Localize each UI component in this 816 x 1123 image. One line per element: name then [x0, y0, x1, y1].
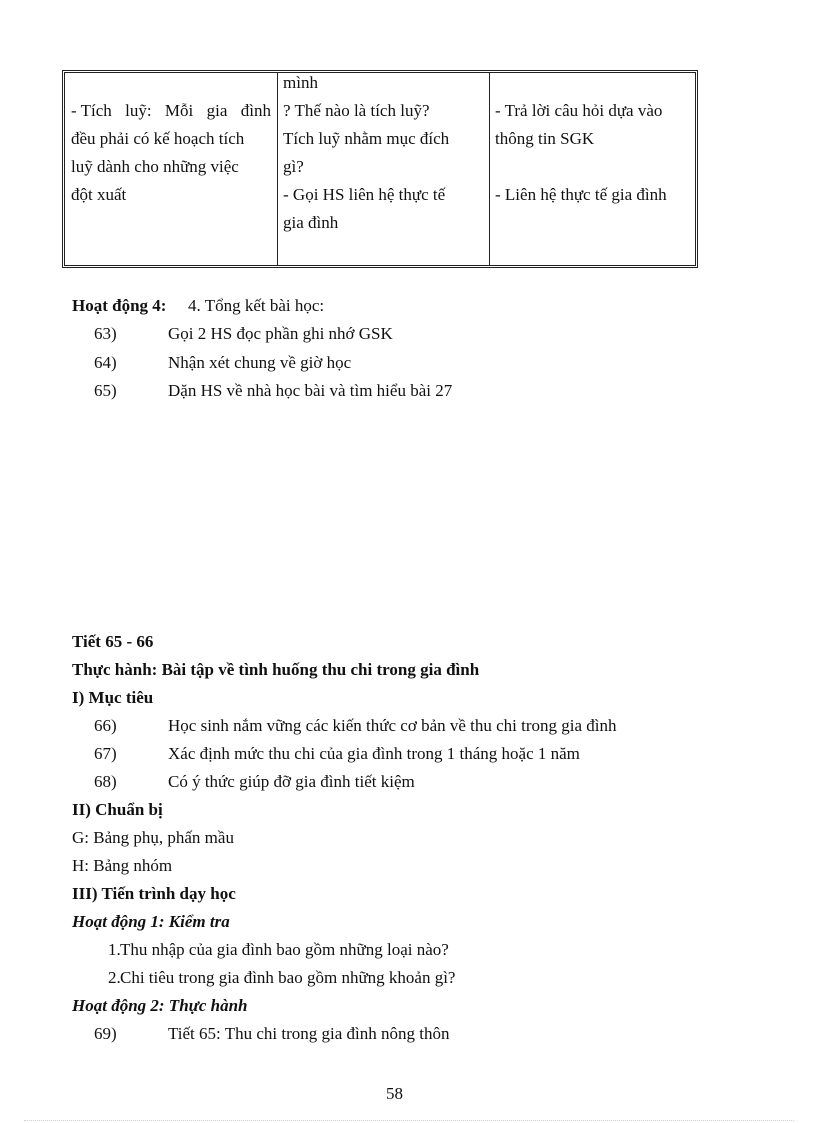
list-item: Dặn HS về nhà học bài và tìm hiểu bài 27: [168, 381, 453, 400]
table-cell-line: mình: [283, 73, 318, 92]
table-cell-line: thông tin SGK: [495, 129, 595, 148]
list-item-number: 65): [94, 381, 117, 400]
list-item: Xác định mức thu chi của gia đình trong 1 tháng hoặc 1 năm: [168, 744, 580, 763]
table-cell-word: Mỗi: [164, 101, 194, 120]
prep-teacher: G: Bảng phụ, phấn mầu: [72, 828, 234, 847]
page-number: 58: [386, 1084, 403, 1103]
table-cell-line: - Liên hệ thực tế gia đình: [495, 185, 667, 204]
list-item-number: 1.: [108, 940, 121, 959]
list-item-number: 64): [94, 353, 117, 372]
list-item: Chi tiêu trong gia đình bao gồm những khoản gì?: [120, 968, 456, 987]
table-cell-line: Tích luỹ nhằm mục đích: [283, 129, 450, 148]
list-item-number: 68): [94, 772, 117, 791]
list-item-number: 67): [94, 744, 117, 763]
list-item: Học sinh nắm vững các kiến thức cơ bản về thu chi trong gia đình: [168, 716, 617, 735]
lesson-title: Thực hành: Bài tập về tình huống thu chi trong gia đình: [72, 660, 480, 679]
table-cell-word: luỹ:: [125, 101, 152, 120]
activity-2-heading: Hoạt động 2: Thực hành: [72, 996, 248, 1015]
list-item: Có ý thức giúp đỡ gia đình tiết kiệm: [168, 772, 415, 791]
prep-student: H: Bảng nhóm: [72, 856, 173, 875]
table-cell-line: gì?: [283, 157, 304, 176]
table-cell-line: ? Thế nào là tích luỹ?: [283, 101, 430, 120]
prep-heading: II) Chuẩn bị: [72, 800, 163, 819]
table-col-teacher: [277, 73, 490, 265]
table-cell-line: luỹ dành cho những việc: [71, 157, 239, 176]
lesson-period: Tiết 65 - 66: [72, 632, 154, 651]
table-col-student: [489, 73, 698, 265]
table-cell-line: [71, 101, 271, 121]
objectives-heading: I) Mục tiêu: [72, 688, 154, 707]
table-cell-line: đều phải có kế hoạch tích: [71, 129, 245, 148]
table-cell-word: gia: [206, 101, 228, 120]
list-item-number: 2.: [108, 968, 121, 987]
table-cell-word: - Tích: [71, 101, 112, 120]
table-col-content: [65, 73, 278, 265]
activity-4-title: 4. Tổng kết bài học:: [188, 296, 325, 315]
table-cell-line: - Gọi HS liên hệ thực tế: [283, 185, 446, 204]
list-item: Thu nhập của gia đình bao gồm những loại nào?: [120, 940, 449, 959]
list-item-number: 69): [94, 1024, 117, 1043]
table-cell-line: - Trả lời câu hỏi dựa vào: [495, 101, 663, 120]
activity-table: [62, 70, 698, 268]
activity-1-heading: Hoạt động 1: Kiểm tra: [72, 912, 230, 931]
table-cell-word: đình: [240, 101, 271, 120]
table-cell-line: đột xuất: [71, 185, 127, 204]
process-heading: III) Tiến trình dạy học: [72, 884, 236, 903]
list-item: Tiết 65: Thu chi trong gia đình nông thôn: [168, 1024, 450, 1043]
list-item-number: 66): [94, 716, 117, 735]
list-item: Gọi 2 HS đọc phần ghi nhớ GSK: [168, 324, 393, 343]
list-item: Nhận xét chung về giờ học: [168, 353, 352, 372]
list-item-number: 63): [94, 324, 117, 343]
table-cell-line: gia đình: [283, 213, 339, 232]
activity-4-label: Hoạt động 4:: [72, 296, 167, 315]
page-bottom-divider: [24, 1120, 794, 1121]
